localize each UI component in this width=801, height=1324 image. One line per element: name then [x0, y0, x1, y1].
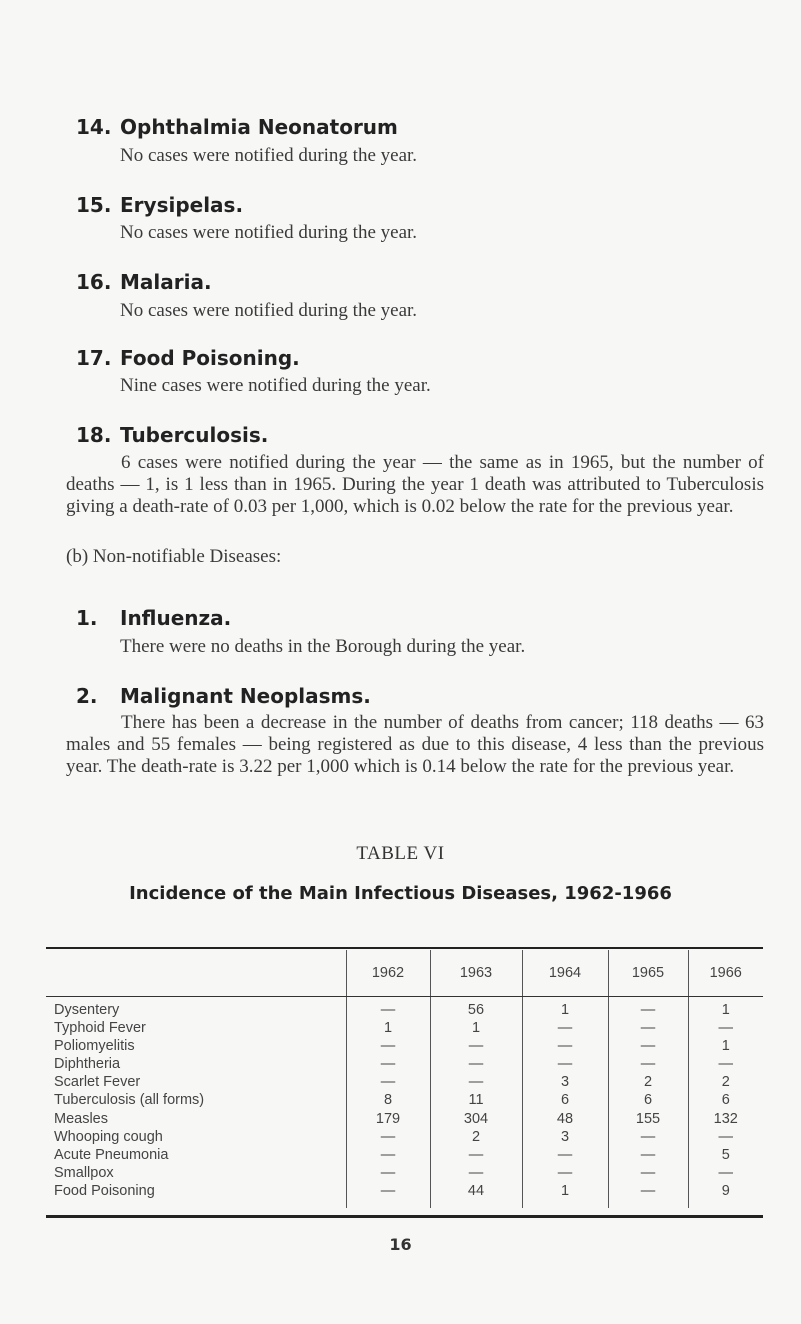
section-15-text: No cases were notified during the year.	[120, 222, 418, 243]
section-title: Erysipelas.	[120, 193, 244, 217]
section-17-text: Nine cases were notified during the year.	[120, 375, 431, 396]
influenza-text: There were no deaths in the Borough during the year.	[120, 636, 526, 657]
section-17-heading	[76, 346, 300, 370]
table-row	[46, 1164, 763, 1182]
column-header: 1966	[688, 950, 763, 996]
section-18-heading	[76, 423, 268, 447]
table-cell: —	[522, 1164, 608, 1182]
column-header: 1963	[430, 950, 522, 996]
table-header-row	[46, 950, 763, 996]
table-cell: 3	[522, 1073, 608, 1091]
section-title: Malaria.	[120, 270, 212, 294]
malignant-neoplasms-heading	[76, 684, 371, 708]
table-cell: —	[522, 1055, 608, 1073]
table-cell: —	[608, 1128, 688, 1146]
table-cell: 1	[346, 1019, 430, 1037]
table-cell: 5	[688, 1146, 763, 1164]
table-cell: 155	[608, 1109, 688, 1127]
table-cell: —	[346, 1055, 430, 1073]
table-cell: 6	[688, 1091, 763, 1109]
table-cell: 6	[522, 1091, 608, 1109]
table-cell: —	[608, 1019, 688, 1037]
disease-name: Food Poisoning	[54, 1183, 155, 1200]
table-cell: —	[608, 1182, 688, 1208]
column-header: 1964	[522, 950, 608, 996]
table-row	[46, 996, 763, 1019]
malignant-neoplasms-text: There has been a decrease in the number of deaths from cancer; 118 deaths — 63 males and 55 females — being registered as due to this disease, 4 less than the previous year. The death-rate is 3.22 per 1,000 which is 0.14 below the rate for the previous year.	[66, 712, 764, 777]
table-cell: 2	[430, 1128, 522, 1146]
table-cell: 9	[688, 1182, 763, 1208]
disease-name: Acute Pneumonia	[54, 1146, 169, 1163]
section-14-heading	[76, 115, 398, 139]
table-cell: —	[430, 1055, 522, 1073]
column-header: 1962	[346, 950, 430, 996]
table-cell: 304	[430, 1109, 522, 1127]
section-number: 2.	[76, 684, 98, 708]
table-cell: —	[522, 1037, 608, 1055]
table-title: TABLE VI	[356, 843, 445, 864]
table-cell: 6	[608, 1091, 688, 1109]
column-header	[46, 950, 346, 996]
section-number: 18.	[76, 423, 112, 447]
section-title: Malignant Neoplasms.	[120, 684, 371, 708]
disease-name: Tuberculosis (all forms)	[54, 1092, 205, 1109]
section-number: 1.	[76, 606, 98, 630]
column-header: 1965	[608, 950, 688, 996]
table-cell: —	[346, 1164, 430, 1182]
disease-name: Diphtheria	[54, 1055, 121, 1072]
disease-name: Scarlet Fever	[54, 1074, 141, 1091]
table-cell: —	[608, 1055, 688, 1073]
section-number: 16.	[76, 270, 112, 294]
table-row	[46, 1128, 763, 1146]
table-cell: 1	[522, 1182, 608, 1208]
table-cell: —	[608, 1037, 688, 1055]
table-cell: 56	[430, 996, 522, 1019]
table-row	[46, 1091, 763, 1109]
section-title: Influenza.	[120, 606, 232, 630]
table-cell: —	[608, 996, 688, 1019]
section-number: 17.	[76, 346, 112, 370]
section-number: 14.	[76, 115, 112, 139]
page-number: 16	[389, 1235, 412, 1254]
table-cell: —	[346, 1073, 430, 1091]
table-bottom-rule	[46, 1215, 763, 1218]
table-cell: —	[346, 1146, 430, 1164]
disease-name: Measles	[54, 1110, 108, 1127]
table-cell: —	[346, 996, 430, 1019]
table-cell: —	[430, 1146, 522, 1164]
table-row	[46, 1182, 763, 1208]
table-cell: 1	[522, 996, 608, 1019]
table-cell: —	[608, 1164, 688, 1182]
table-cell: 44	[430, 1182, 522, 1208]
table-cell: —	[688, 1055, 763, 1073]
table-row	[46, 1037, 763, 1055]
table-row	[46, 1055, 763, 1073]
table-cell: —	[688, 1164, 763, 1182]
infectious-diseases-table	[46, 950, 763, 1208]
disease-name: Dysentery	[54, 1001, 120, 1018]
table-row	[46, 1073, 763, 1091]
section-number: 15.	[76, 193, 112, 217]
table-cell: 1	[688, 1037, 763, 1055]
table-row	[46, 1109, 763, 1127]
section-title: Food Poisoning.	[120, 346, 300, 370]
table-top-rule	[46, 947, 763, 949]
disease-name: Smallpox	[54, 1165, 114, 1182]
table-cell: 1	[688, 996, 763, 1019]
table-cell: —	[430, 1073, 522, 1091]
table-cell: 48	[522, 1109, 608, 1127]
table-row	[46, 1146, 763, 1164]
disease-name: Poliomyelitis	[54, 1037, 135, 1054]
table-cell: —	[688, 1019, 763, 1037]
table-cell: —	[346, 1182, 430, 1208]
table-cell: —	[688, 1128, 763, 1146]
disease-name: Typhoid Fever	[54, 1019, 146, 1036]
section-18-text: 6 cases were notified during the year — the same as in 1965, but the number of deaths — 1, is 1 less than in 1965. During the year 1 death was attributed to Tuberculosis giving a death-rate of 0.03 per 1,000, which is 0.02 below the rate for the previous year.	[66, 452, 764, 517]
section-title: Tuberculosis.	[120, 423, 269, 447]
table-cell: 11	[430, 1091, 522, 1109]
influenza-heading	[76, 606, 231, 630]
section-16-text: No cases were notified during the year.	[120, 300, 418, 321]
table-cell: —	[430, 1164, 522, 1182]
table-cell: 2	[688, 1073, 763, 1091]
non-notifiable-heading: (b) Non-notifiable Diseases:	[66, 546, 282, 567]
table-cell: 8	[346, 1091, 430, 1109]
table-cell: 1	[430, 1019, 522, 1037]
table-cell: 2	[608, 1073, 688, 1091]
table-cell: —	[522, 1019, 608, 1037]
table-cell: —	[346, 1037, 430, 1055]
table-cell: 3	[522, 1128, 608, 1146]
section-title: Ophthalmia Neonatorum	[120, 115, 398, 139]
disease-name: Whooping cough	[54, 1128, 163, 1145]
section-16-heading	[76, 270, 212, 294]
table-cell: —	[608, 1146, 688, 1164]
section-15-heading	[76, 193, 243, 217]
table-cell: 132	[688, 1109, 763, 1127]
table-row	[46, 1019, 763, 1037]
table-cell: —	[430, 1037, 522, 1055]
section-14-text: No cases were notified during the year.	[120, 145, 418, 166]
table-caption: Incidence of the Main Infectious Diseases, 1962-1966	[129, 883, 672, 904]
table-cell: —	[522, 1146, 608, 1164]
table-cell: 179	[346, 1109, 430, 1127]
table-cell: —	[346, 1128, 430, 1146]
